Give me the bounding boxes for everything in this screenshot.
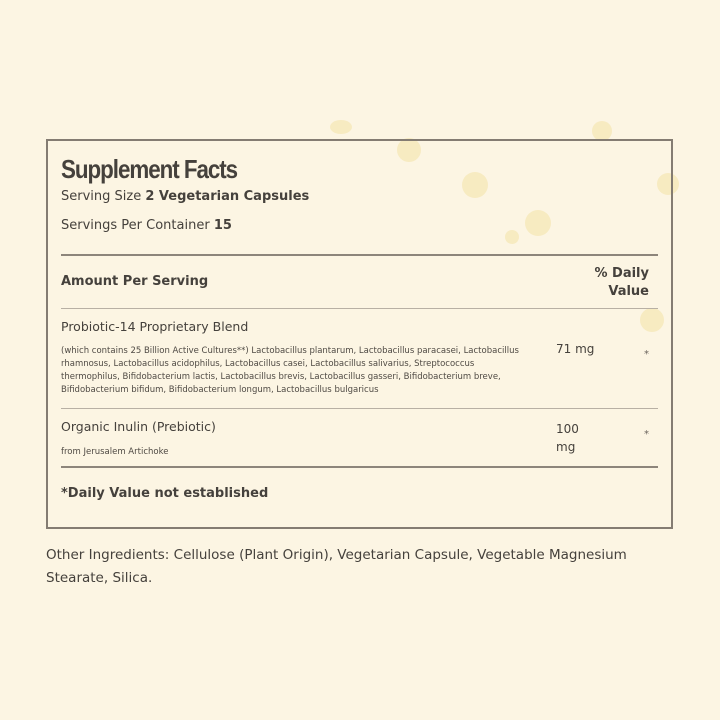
ingredient-description: from Jerusalem Artichoke — [61, 447, 169, 457]
ingredient-amount: 71 mg — [556, 342, 595, 356]
servings-per-container-label: Servings Per Container — [61, 218, 210, 233]
panel-title: Supplement Facts — [61, 154, 238, 184]
divider — [61, 308, 658, 309]
ingredient-amount: 100 mg — [556, 422, 579, 454]
daily-value-header — [594, 265, 649, 301]
servings-per-container-value: 15 — [213, 218, 232, 233]
serving-size-value: 2 Vegetarian Capsules — [145, 189, 310, 204]
ingredient-name: Probiotic-14 Proprietary Blend — [61, 319, 249, 334]
serving-size — [61, 189, 309, 204]
decorative-dot — [592, 121, 612, 141]
ingredient-name: Organic Inulin (Prebiotic) — [61, 419, 216, 434]
divider — [61, 408, 658, 409]
daily-value-header-line2: Value — [608, 284, 649, 299]
serving-size-label: Serving Size — [61, 189, 142, 204]
other-ingredients: Other Ingredients: Cellulose (Plant Origin), Vegetarian Capsule, Vegetable Magnesium Stearate, Silica. — [46, 547, 627, 586]
daily-value-footnote: *Daily Value not established — [61, 486, 269, 501]
servings-per-container — [61, 218, 232, 233]
supplement-facts-panel — [46, 139, 673, 529]
ingredient-daily-value: * — [644, 349, 649, 360]
divider — [61, 466, 658, 468]
daily-value-header-line1: % Daily — [594, 266, 649, 281]
ingredient-description: (which contains 25 Billion Active Cultures**) Lactobacillus plantarum, Lactobacillus paracasei, Lactobacillus rhamnosus, Lactobacillus acidophilus, Lactobacillus casei, Lactobacillus salivarius, Streptococcus thermophilus, Bifidobacterium lactis, Lactobacillus brevis, Lactobacillus gasseri, Bifidobacterium breve, Bifidobacterium bifidum, Bifidobacterium longum, Lactobacillus bulgaricus — [61, 346, 519, 395]
decorative-dot — [330, 120, 352, 134]
amount-per-serving-header: Amount Per Serving — [61, 274, 209, 289]
divider — [61, 254, 658, 256]
ingredient-daily-value: * — [644, 429, 649, 440]
